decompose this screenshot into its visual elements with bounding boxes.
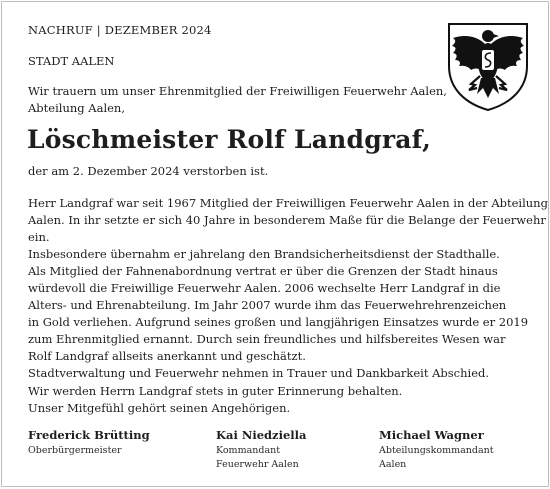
deceased-name: Löschmeister Rolf Landgraf, (27, 125, 431, 154)
death-note: der am 2. Dezember 2024 verstorben ist. (28, 164, 269, 178)
organization-name: STADT AALEN (28, 54, 115, 68)
body-line: in Gold verliehen. Aufgrund seines großen und langjährigen Einsatzes wurde er 2019 (28, 315, 529, 330)
signatory-role: Oberbürgermeister (28, 445, 122, 456)
body-line: Unser Mitgefühl gehört seinen Angehörigen. (28, 400, 291, 415)
body-line: Alters- und Ehrenabteilung. Im Jahr 2007 wurde ihm das Feuerwehrehrenzeichen (28, 298, 507, 313)
signatory-name: Frederick Brütting (28, 428, 150, 442)
obituary-notice (1, 1, 549, 487)
body-line: ein. (28, 230, 50, 245)
body-line: Aalen. In ihr setzte er sich 40 Jahre in besonderem Maße für die Belange der Feuerwehr (28, 213, 546, 228)
notice-header: NACHRUF | DEZEMBER 2024 (28, 23, 212, 37)
body-line: Insbesondere übernahm er jahrelang den Brandsicherheitsdienst der Stadthalle. (28, 247, 500, 262)
intro-text: Wir trauern um unser Ehrenmitglied der Freiwilligen Feuerwehr Aalen, Abteilung Aalen, (28, 84, 447, 115)
body-line: würdevoll die Freiwillige Feuerwehr Aalen. 2006 wechselte Herr Landgraf in die (28, 281, 501, 296)
signatory-1 (28, 428, 150, 458)
eagle-coat-of-arms-icon (447, 22, 529, 112)
signatory-role: Kommandant (216, 445, 281, 456)
signatory-role: Aalen (379, 459, 407, 470)
signatory-role: Abteilungskommandant (379, 445, 494, 456)
signatory-3 (379, 428, 494, 472)
signatory-name: Kai Niedziella (216, 428, 307, 442)
body-line: Als Mitglied der Fahnenabordnung vertrat er über die Grenzen der Stadt hinaus (28, 264, 498, 279)
body-line: Wir werden Herrn Landgraf stets in guter Erinnerung behalten. (28, 383, 403, 398)
body-line: zum Ehrenmitglied ernannt. Durch sein freundliches und hilfsbereites Wesen war (28, 332, 506, 347)
body-line: Rolf Landgraf allseits anerkannt und geschätzt. (28, 349, 306, 364)
signatory-name: Michael Wagner (379, 428, 484, 442)
body-line: Stadtverwaltung und Feuerwehr nehmen in Trauer und Dankbarkeit Abschied. (28, 366, 490, 381)
obituary-body (28, 195, 548, 417)
signatory-role: Feuerwehr Aalen (216, 459, 299, 470)
signatory-2 (216, 428, 306, 472)
body-line: Herr Landgraf war seit 1967 Mitglied der Freiwilligen Feuerwehr Aalen in der Abteilung (28, 196, 548, 210)
